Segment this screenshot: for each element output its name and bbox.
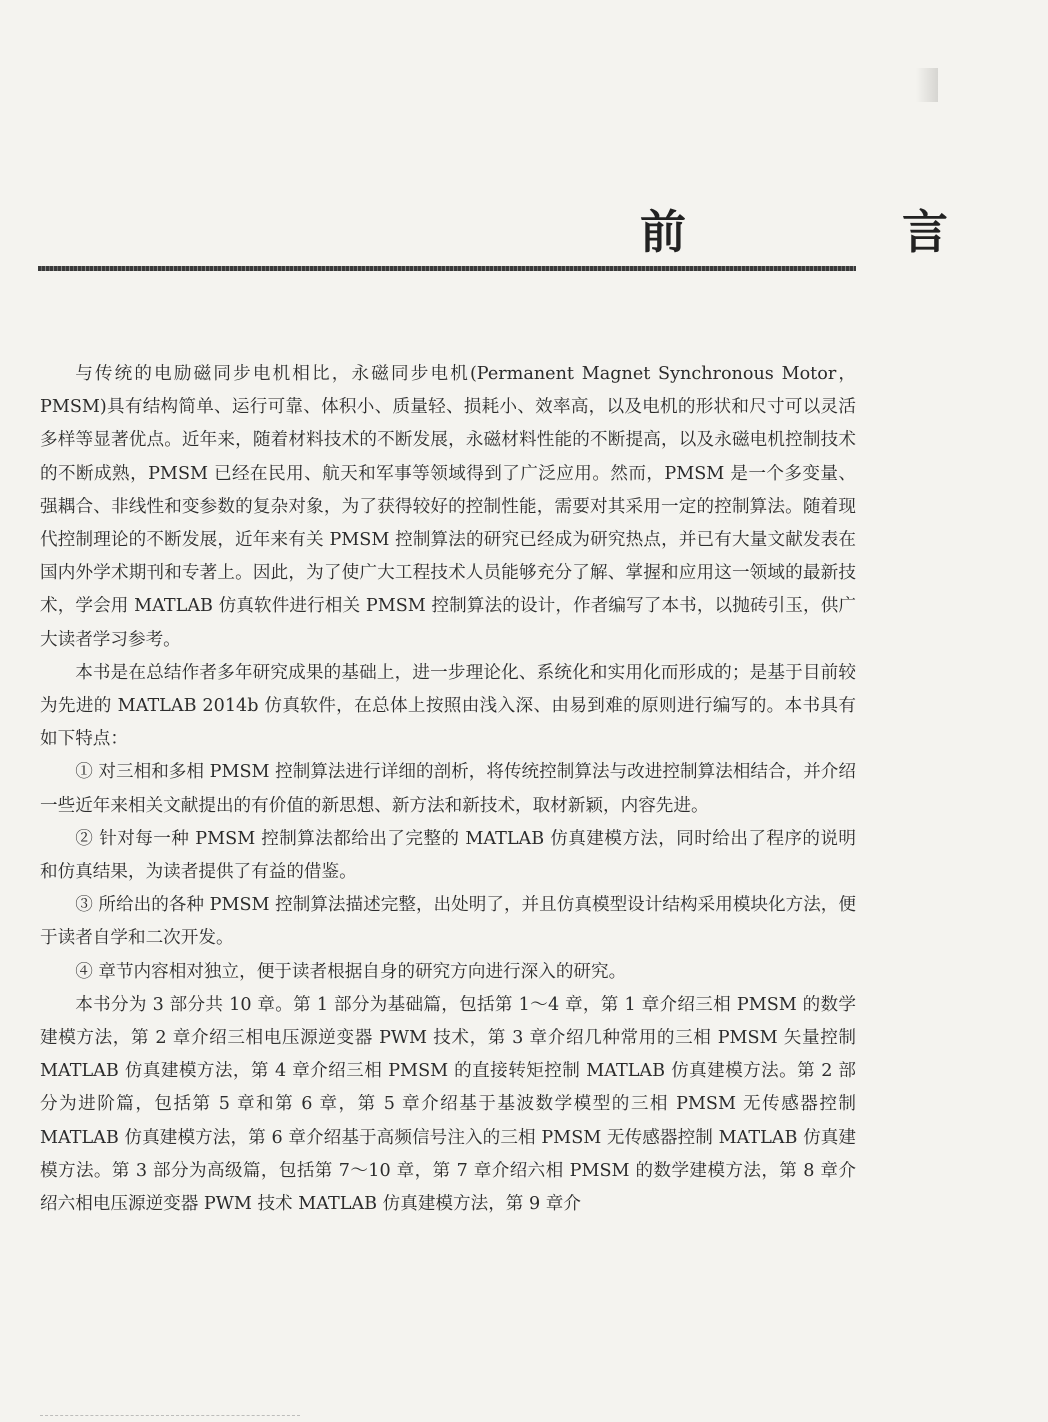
list-item: ② 针对每一种 PMSM 控制算法都给出了完整的 MATLAB 仿真建模方法，同时给出了程序的说明和仿真结果，为读者提供了有益的借鉴。: [40, 828, 856, 883]
body-text: [40, 358, 856, 1221]
title-rule: [38, 266, 856, 271]
paragraph: 本书是在总结作者多年研究成果的基础上，进一步理论化、系统化和实用化而形成的；是基于目前较为先进的 MATLAB 2014b 仿真软件，在总体上按照由浅入深、由易到难的原则进行编写的。本书具有如下特点：: [40, 662, 856, 750]
scan-edge-mark: [916, 68, 938, 102]
paragraph: 本书分为 3 部分共 10 章。第 1 部分为基础篇，包括第 1～4 章，第 1 章介绍三相 PMSM 的数学建模方法，第 2 章介绍三相电压源逆变器 PWM 技术，第 3 章介绍几种常用的三相 PMSM 矢量控制 MATLAB 仿真建模方法，第 4 章介绍三相 PMSM 的直接转矩控制 MATLAB 仿真建模方法。第 2 部分为进阶篇，包括第 5 章和第 6 章，第 5 章介绍基于基波数学模型的三相 PMSM 无传感器控制 MATLAB 仿真建模方法，第 6 章介绍基于高频信号注入的三相 PMSM 无传感器控制 MATLAB 仿真建模方法。第 3 部分为高级篇，包括第 7～10 章，第 7 章介绍六相 PMSM 的数学建模方法，第 8 章介绍六相电压源逆变器 PWM 技术 MATLAB 仿真建模方法，第 9 章介: [40, 994, 856, 1215]
page-bottom-mark: [40, 1415, 300, 1422]
paragraph: 与传统的电励磁同步电机相比，永磁同步电机(Permanent Magnet Synchronous Motor，PMSM)具有结构简单、运行可靠、体积小、质量轻、损耗小、效率高，以及电机的形状和尺寸可以灵活多样等显著优点。近年来，随着材料技术的不断发展，永磁材料性能的不断提高，以及永磁电机控制技术的不断成熟，PMSM 已经在民用、航天和军事等领域得到了广泛应用。然而，PMSM 是一个多变量、强耦合、非线性和变参数的复杂对象，为了获得较好的控制性能，需要对其采用一定的控制算法。随着现代控制理论的不断发展，近年来有关 PMSM 控制算法的研究已经成为研究热点，并已有大量文献发表在国内外学术期刊和专著上。因此，为了使广大工程技术人员能够充分了解、掌握和应用这一领域的最新技术，学会用 MATLAB 仿真软件进行相关 PMSM 控制算法的设计，作者编写了本书，以抛砖引玉，供广大读者学习参考。: [40, 364, 856, 650]
list-item: ① 对三相和多相 PMSM 控制算法进行详细的剖析，将传统控制算法与改进控制算法相结合，并介绍一些近年来相关文献提出的有价值的新思想、新方法和新技术，取材新颖，内容先进。: [40, 762, 856, 816]
list-item: ③ 所给出的各种 PMSM 控制算法描述完整，出处明了，并且仿真模型设计结构采用模块化方法，便于读者自学和二次开发。: [40, 895, 856, 949]
list-item: ④ 章节内容相对独立，便于读者根据自身的研究方向进行深入的研究。: [75, 961, 627, 982]
page-title: 前 言: [640, 205, 1048, 259]
